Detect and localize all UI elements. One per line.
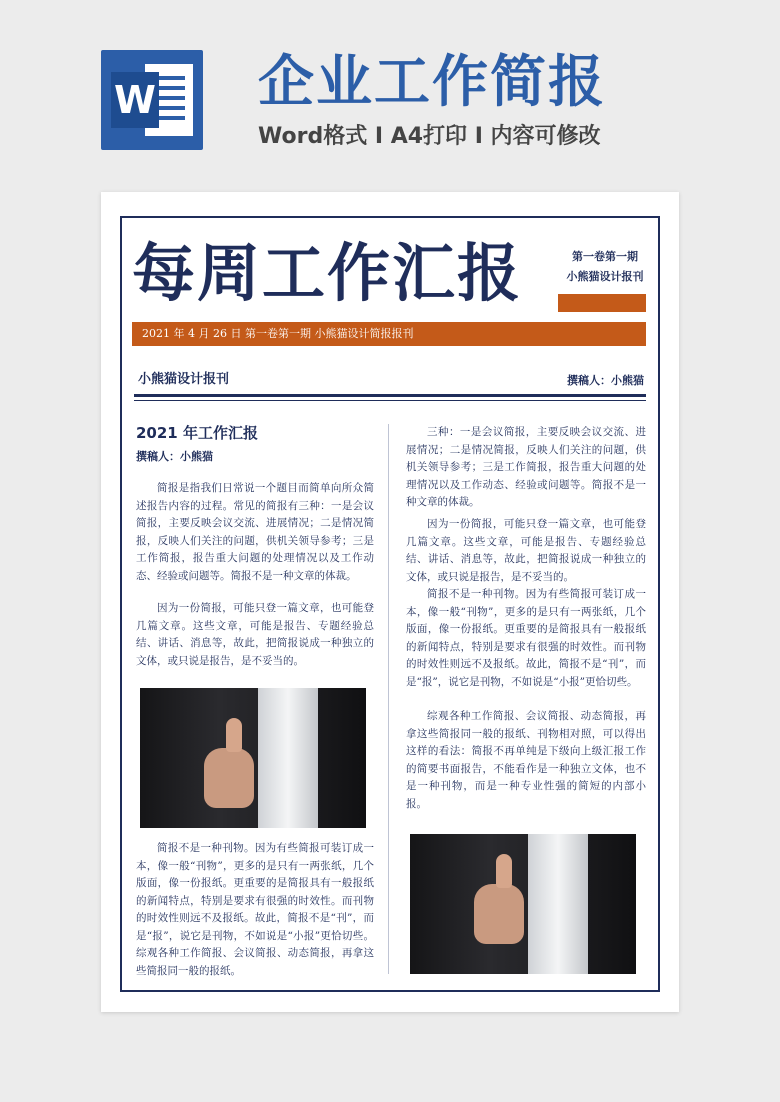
article-paragraph: 因为一份简报，可能只登一篇文章，也可能登几篇文章。这些文章，可能是报告、专题经验总结、讲话、消息等，故此，把简报说成一种独立的文体，或只说是报告，是不妥当的。 bbox=[406, 518, 646, 583]
newsletter-page bbox=[101, 192, 679, 1012]
newsletter-title: 每周工作汇报 bbox=[132, 237, 522, 310]
article-paragraph: 简报不是一种刊物。因为有些简报可装订成一本，像一般“刊物”，更多的是只有一两张纸，几个版面，像一份报纸。更重要的是简报具有一般报纸的新闻特点，特别是要求有很强的时效性。而刊物的时效性则远不及报纸。故此，简报不是“刊”，而是“报”，说它是刊物，不如说是“小报”更恰切些。综观各种工作简报、会议简报、动态简报，再拿这些简报同一般的报纸。 bbox=[136, 842, 374, 977]
publication-name: 小熊猫设计报刊 bbox=[138, 372, 230, 387]
word-logo-icon bbox=[101, 50, 203, 150]
article-paragraph: 因为一份简报，可能只登一篇文章，也可能登几篇文章。这些文章，可能是报告、专题经验总结、讲话、消息等，故此，把简报说成一种独立的文体，或只说是报告，是不妥当的。 bbox=[136, 602, 374, 667]
word-logo-letter: W bbox=[111, 72, 159, 128]
column-divider bbox=[388, 424, 389, 974]
date-banner: 2021 年 4 月 26 日 第一卷第一期 小熊猫设计简报报刊 bbox=[132, 322, 646, 346]
thumbs-up-photo bbox=[140, 688, 366, 828]
article-title: 2021 年工作汇报 bbox=[136, 424, 258, 442]
header-subtitle: Word格式 I A4打印 I 内容可修改 bbox=[258, 124, 601, 149]
newsletter-frame bbox=[120, 216, 660, 992]
orange-accent-block bbox=[558, 294, 646, 312]
header-title: 企业工作简报 bbox=[258, 50, 606, 115]
article-paragraph: 综观各种工作简报、会议简报、动态简报，再拿这些简报同一般的报纸、刊物相对照，可以得出这样的看法：简报不再单纯是下级向上级汇报工作的简要书面报告，不能看作是一种独立文体，也不是一种刊物，而是一种专业性强的简短的内部小报。 bbox=[406, 710, 646, 810]
article-paragraph: 三种：一是会议简报，主要反映会议交流、进展情况；二是情况简报，反映人们关注的问题，供机关领导参考；三是工作简报，报告重大问题的处理情况以及工作动态、经验或问题等。简报不是一种文章的体裁。 bbox=[406, 426, 646, 508]
page-header bbox=[0, 0, 780, 190]
thumbs-up-photo bbox=[410, 834, 636, 974]
article-paragraph: 简报是指我们日常说一个题目而简单向所众简述报告内容的过程。常见的简报有三种：一是会议简报，主要反映会议交流、进展情况；二是情况简报，反映人们关注的问题，供机关领导参考；三是工作简报，报告重大问题的处理情况以及工作动态、经验或问题等。简报不是一种文章的体裁。 bbox=[136, 482, 374, 582]
article-author: 撰稿人：小熊猫 bbox=[136, 450, 213, 463]
publisher-label: 小熊猫设计报刊 bbox=[566, 270, 644, 283]
article-paragraph: 简报不是一种刊物。因为有些简报可装订成一本，像一般“刊物”，更多的是只有一两张纸，几个版面，像一份报纸。更重要的是简报具有一般报纸的新闻特点，特别是要求有很强的时效性。而刊物的时效性则远不及报纸。故此，简报不是“刊”，而是“报”，说它是刊物，不如说是“小报”更恰切些。 bbox=[406, 588, 646, 688]
byline: 撰稿人：小熊猫 bbox=[567, 374, 644, 387]
divider-thick bbox=[134, 394, 646, 397]
divider-thin bbox=[134, 400, 646, 401]
volume-label: 第一卷第一期 bbox=[572, 250, 638, 263]
